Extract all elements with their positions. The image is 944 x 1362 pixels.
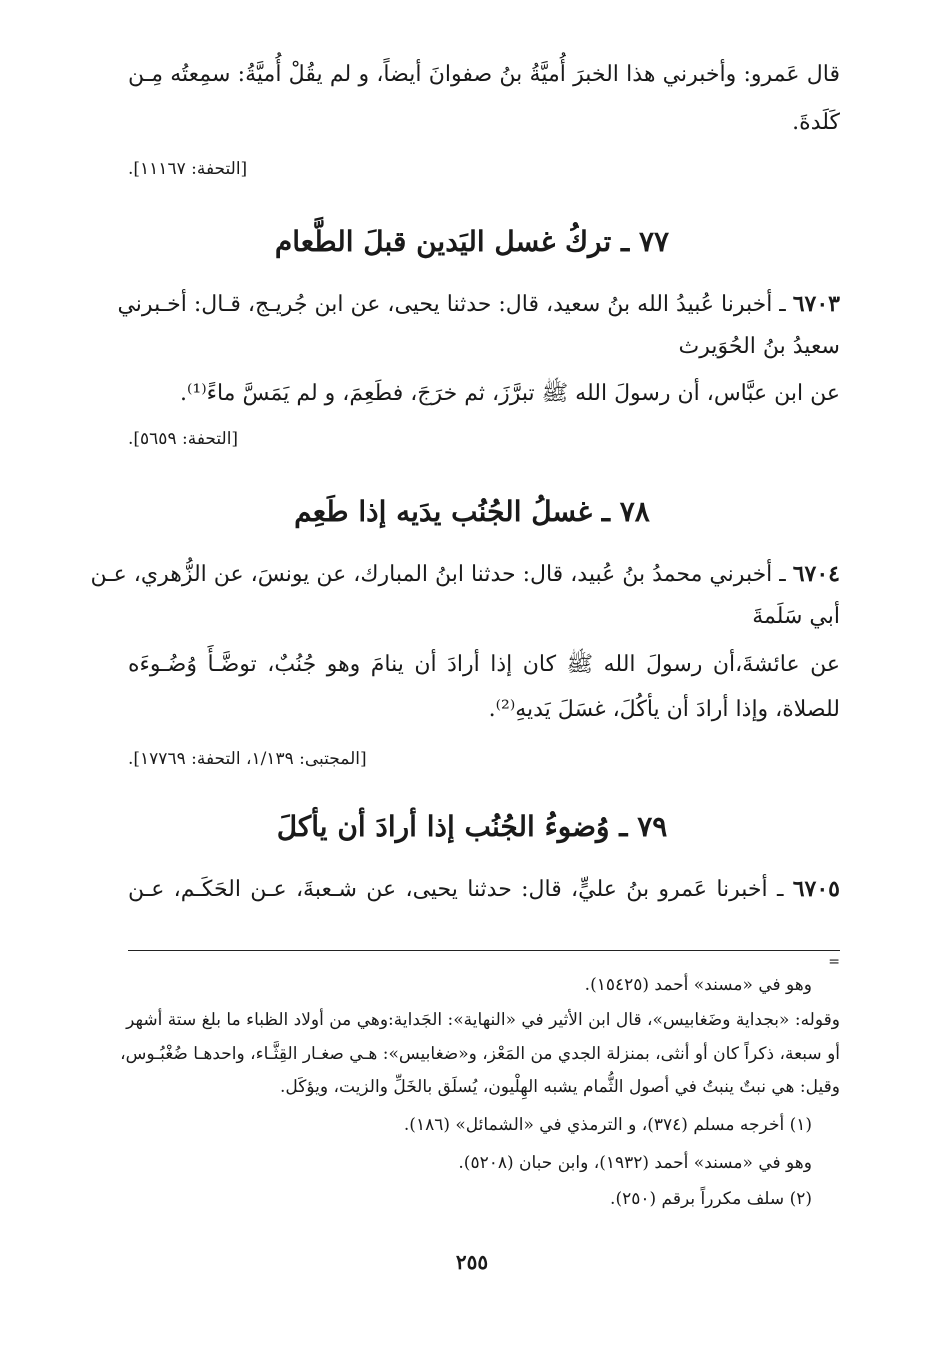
footnote-line: وقوله: «بجداية وضَغابيس»، قال ابن الأثير في «النهاية»: الجَداية:وهي من أولاد الظباء ما بلغ ستة أشهر bbox=[126, 1010, 840, 1030]
footnote-line: (٢) سلف مكرراً برقم (٢٥٠). bbox=[610, 1189, 812, 1209]
reference-note: [التحفة: ٥٦٥٩]. bbox=[128, 429, 239, 449]
chapter-heading-77: ٧٧ ـ تركُ غسل اليَدين قبلَ الطَّعام bbox=[274, 225, 670, 258]
page-number: ٢٥٥ bbox=[455, 1250, 489, 1274]
text-line: للصلاة، وإذا أرادَ أن يأكُلَ، غسَلَ يَديهِ⁽²⁾. bbox=[488, 697, 840, 722]
text-line: عن عائشةَ،أن رسولَ الله ﷺ كان إذا أرادَ أن ينامَ وهو جُنُبٌ، توضَّـأَ وُضُـوءَه bbox=[128, 652, 840, 677]
footnote-line: (١) أخرجه مسلم (٣٧٤)، و الترمذي في «الشمائل» (١٨٦). bbox=[403, 1115, 812, 1135]
hadith-6704-line bbox=[90, 557, 840, 592]
text-line: أبي سَلَمةَ bbox=[752, 604, 840, 629]
text-line: كَلَدةَ. bbox=[792, 110, 840, 135]
chapter-heading-78: ٧٨ ـ غسلُ الجُنُب يدَيه إذا طَعِم bbox=[294, 495, 650, 528]
footnote-line: أو سبعة، ذكراً كان أو أنثى، بمنزلة الجدي من المَعْز، و«ضغابيس»: هـي صغـار القِثَّـاء، واحدهـا ضُغْبُـوس، bbox=[120, 1044, 840, 1064]
continuation-mark: = bbox=[828, 954, 840, 970]
hadith-text: ـ أخبرنا عَمرو بنُ عليٍّ، قال: حدثنا يحيى، عن شـعبةَ، عـن الحَكَـم، عـن bbox=[128, 877, 793, 902]
reference-note: [المجتبى: ١/١٣٩، التحفة: ١٧٧٦٩]. bbox=[128, 749, 367, 769]
hadith-number: ٦٧٠٤ bbox=[792, 561, 840, 587]
footnote-separator bbox=[128, 950, 840, 951]
footnote-line: وهو في «مسند» أحمد (١٥٤٢٥). bbox=[584, 975, 812, 995]
hadith-6703-line bbox=[117, 287, 840, 322]
hadith-number: ٦٧٠٣ bbox=[792, 291, 840, 317]
text-line: عن ابن عبَّاس، أن رسولَ الله ﷺ تبرَّزَ، ثم خرَجَ، فطَعِمَ، و لم يَمَسَّ ماءً⁽¹⁾. bbox=[179, 381, 840, 406]
hadith-6705-line bbox=[128, 872, 840, 907]
footnote-line: وقيل: هي نبتٌ ينبتُ في أصول الثُّمام يشبه الهِلْيون، يُسلَق بالخَلِّ والزيت، ويؤكَل. bbox=[280, 1077, 840, 1097]
hadith-text: ـ أخبرنا عُبيدُ الله بنُ سعيد، قال: حدثنا يحيى، عن ابن جُريـج، قـال: أخـبرني bbox=[117, 292, 793, 317]
reference-note: [التحفة: ١١١٦٧]. bbox=[128, 159, 248, 179]
text-line: قال عَمرو: وأخبرني هذا الخبرَ أُميَّةُ بنُ صفوانَ أيضاً، و لم يقُلْ أُميَّةُ: سمِعتُه مِـن bbox=[128, 62, 840, 87]
hadith-text: ـ أخبرني محمدُ بنُ عُبيد، قال: حدثنا ابنُ المبارك، عن يونسَ، عن الزُّهري، عـن bbox=[90, 562, 793, 587]
text-line: سعيدُ بنُ الحُوَيرث bbox=[678, 334, 840, 359]
footnote-line: وهو في «مسند» أحمد (١٩٣٢)، وابن حبان (٥٢٠٨). bbox=[458, 1153, 812, 1173]
chapter-heading-79: ٧٩ ـ وُضوءُ الجُنُب إذا أرادَ أن يأكلَ bbox=[276, 810, 668, 843]
hadith-number: ٦٧٠٥ bbox=[792, 876, 840, 902]
